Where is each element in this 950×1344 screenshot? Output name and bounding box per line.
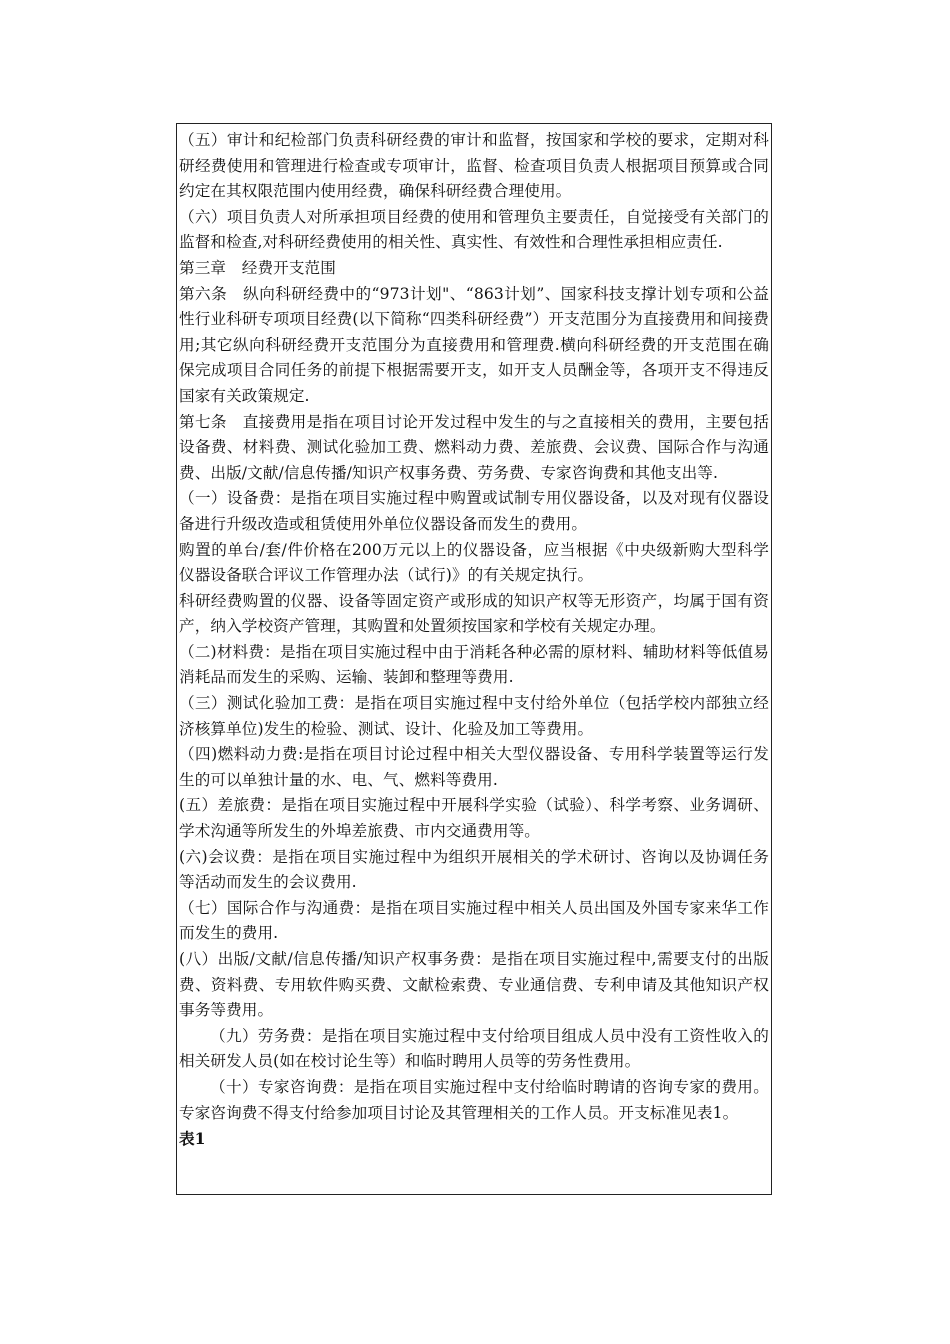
paragraph-testing-fee: （三）测试化验加工费：是指在项目实施过程中支付给外单位（包括学校内部独立经济核算单位)发生的检验、测试、设计、化验及加工等费用。 — [179, 694, 769, 738]
paragraph-expert-fee: （十）专家咨询费：是指在项目实施过程中支付给临时聘请的咨询专家的费用。专家咨询费不得支付给参加项目讨论及其管理相关的工作人员。开支标准见表1。 — [179, 1077, 769, 1122]
paragraph-meeting-fee: (六)会议费：是指在项目实施过程中为组织开展相关的学术研讨、咨询以及协调任务等活动而发生的会议费用. — [179, 847, 769, 892]
paragraph-travel-fee: (五）差旅费：是指在项目实施过程中开展科学实验（试验）、科学考察、业务调研、学术沟通等所发生的外埠差旅费、市内交通费用等。 — [179, 796, 769, 841]
document-frame — [176, 123, 772, 1195]
article-six: 第六条 纵向科研经费中的“973计划"、“863计划”、国家科技支撑计划专项和公益性行业科研专项项目经费(以下简称“四类科研经费”）开支范围分为直接费用和间接费用;其它纵向科研经费开支范围分为直接费用和管理费.横向科研经费的开支范围在确保完成项目合同任务的前提下根据需要开支，如开支人员酬金等，各项开支不得违反国家有关政策规定. — [179, 284, 769, 405]
paragraph-publication-fee: (八）出版/文献/信息传播/知识产权事务费：是指在项目实施过程中,需要支付的出版费、资料费、专用软件购买费、文献检索费、专业通信费、专利申请及其他知识产权事务等费用。 — [179, 950, 769, 1020]
paragraph-materials-fee: （二)材料费：是指在项目实施过程中由于消耗各种必需的原材料、辅助材料等低值易消耗品而发生的采购、运输、装卸和整理等费用. — [179, 642, 769, 687]
article-seven: 第七条 直接费用是指在项目讨论开发过程中发生的与之直接相关的费用，主要包括设备费、材料费、测试化验加工费、燃料动力费、差旅费、会议费、国际合作与沟通费、出版/文献/信息传播/知识产权事务费、劳务费、专家咨询费和其他支出等. — [179, 412, 769, 482]
paragraph-equipment-fee: （一）设备费：是指在项目实施过程中购置或试制专用仪器设备，以及对现有仪器设备进行升级改造或租赁使用外单位仪器设备而发生的费用。 — [179, 489, 769, 533]
paragraph-project-leader-responsibility: （六）项目负责人对所承担项目经费的使用和管理负主要责任，自觉接受有关部门的监督和检查,对科研经费使用的相关性、真实性、有效性和合理性承担相应责任. — [179, 207, 769, 252]
paragraph-international-fee: （七）国际合作与沟通费：是指在项目实施过程中相关人员出国及外国专家来华工作而发生的费用. — [179, 898, 769, 943]
paragraph-labor-fee: （九）劳务费：是指在项目实施过程中支付给项目组成人员中没有工资性收入的相关研发人员(如在校讨论生等）和临时聘用人员等的劳务性费用。 — [179, 1026, 769, 1071]
paragraph-large-equipment: 购置的单台/套/件价格在200万元以上的仪器设备，应当根据《中央级新购大型科学仪器设备联合评议工作管理办法（试行)》的有关规定执行。 — [179, 540, 769, 585]
table-label: 表1 — [179, 1129, 206, 1149]
chapter-heading: 第三章 经费开支范围 — [179, 258, 336, 277]
paragraph-state-assets: 科研经费购置的仪器、设备等固定资产或形成的知识产权等无形资产，均属于国有资产，纳入学校资产管理，其购置和处置须按国家和学校有关规定办理。 — [179, 591, 769, 636]
paragraph-fuel-power-fee: （四)燃料动力费:是指在项目讨论过程中相关大型仪器设备、专用科学装置等运行发生的可以单独计量的水、电、气、燃料等费用. — [179, 745, 769, 789]
paragraph-audit-supervision: （五）审计和纪检部门负责科研经费的审计和监督，按国家和学校的要求，定期对科研经费使用和管理进行检查或专项审计，监督、检查项目负责人根据项目预算或合同约定在其权限范围内使用经费，确保科研经费合理使用。 — [179, 131, 769, 201]
